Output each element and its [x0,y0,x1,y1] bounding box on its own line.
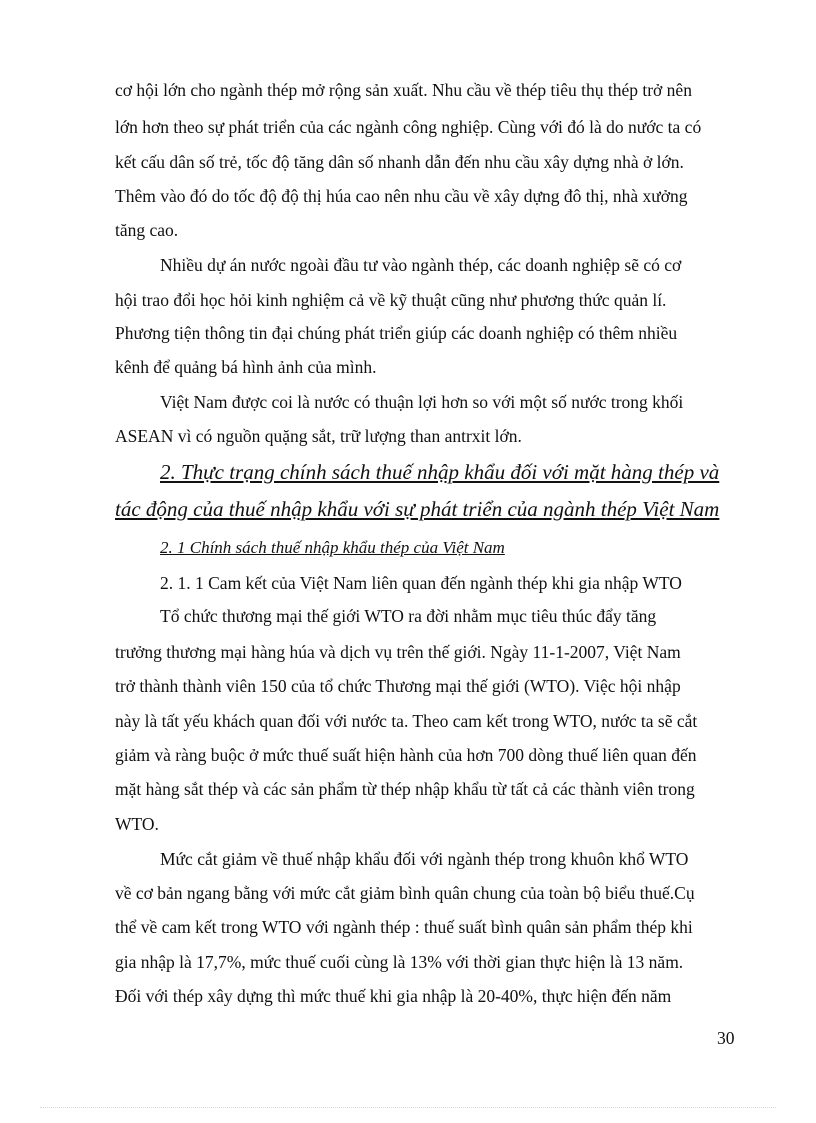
text-line: mặt hàng sắt thép và các sản phẩm từ thép nhập khẩu từ tất cả các thành viên trong [115,779,695,799]
text-line: giảm và ràng buộc ở mức thuế suất hiện hành của hơn 700 dòng thuế liên quan đến [115,745,697,765]
text-line: Việt Nam được coi là nước có thuận lợi hơn so với một số nước trong khối [160,392,684,412]
text-line: Mức cắt giảm về thuế nhập khẩu đối với ngành thép trong khuôn khổ WTO [160,849,689,869]
text-line: lớn hơn theo sự phát triển của các ngành công nghiệp. Cùng với đó là do nước ta có [115,117,702,137]
text-line: tăng cao. [115,220,179,240]
text-line: Tổ chức thương mại thế giới WTO ra đời nhằm mục tiêu thúc đẩy tăng [160,606,657,626]
text-line: Phương tiện thông tin đại chúng phát triển giúp các doanh nghiệp có thêm nhiều [115,323,678,343]
text-line: kênh để quảng bá hình ảnh của mình. [115,357,377,377]
text-line: Đối với thép xây dựng thì mức thuế khi gia nhập là 20-40%, thực hiện đến năm [115,986,672,1006]
text-line: WTO. [115,814,159,834]
text-line: Thêm vào đó do tốc độ độ thị húa cao nên nhu cầu về xây dựng đô thị, nhà xưởng [115,186,688,206]
text-line: Nhiều dự án nước ngoài đầu tư vào ngành thép, các doanh nghiệp sẽ có cơ [160,255,682,275]
text-line: về cơ bản ngang bằng với mức cắt giảm bình quân chung của toàn bộ biểu thuế.Cụ [115,883,695,903]
subsubsection-heading: 2. 1. 1 Cam kết của Việt Nam liên quan đến ngành thép khi gia nhập WTO [160,573,682,593]
text-line: gia nhập là 17,7%, mức thuế cuối cùng là 13% với thời gian thực hiện là 13 năm. [115,952,684,972]
text-line: trưởng thương mại hàng húa và dịch vụ trên thế giới. Ngày 11-1-2007, Việt Nam [115,642,681,662]
subsection-heading: 2. 1 Chính sách thuế nhập khẩu thép của Việt Nam [160,538,505,557]
text-line: thể về cam kết trong WTO với ngành thép : thuế suất bình quân sản phẩm thép khi [115,917,693,937]
section-heading-line: 2. Thực trạng chính sách thuế nhập khẩu đối với mặt hàng thép và [160,460,720,484]
page-bottom-divider [40,1107,776,1108]
text-line: kết cấu dân số trẻ, tốc độ tăng dân số nhanh dẫn đến nhu cầu xây dựng nhà ở lớn. [115,152,684,172]
section-heading-line: tác động của thuế nhập khẩu với sự phát triển của ngành thép Việt Nam [115,497,720,521]
text-line: trở thành thành viên 150 của tổ chức Thương mại thế giới (WTO). Việc hội nhập [115,676,681,696]
text-line: này là tất yếu khách quan đối với nước ta. Theo cam kết trong WTO, nước ta sẽ cắt [115,711,698,731]
text-line: ASEAN vì có nguồn quặng sắt, trữ lượng than antrxit lớn. [115,426,522,446]
page-number: 30 [717,1028,735,1048]
text-line: cơ hội lớn cho ngành thép mở rộng sản xuất. Nhu cầu về thép tiêu thụ thép trở nên [115,80,692,100]
text-line: hội trao đổi học hỏi kinh nghiệm cả về kỹ thuật cũng như phương thức quản lí. [115,290,667,310]
